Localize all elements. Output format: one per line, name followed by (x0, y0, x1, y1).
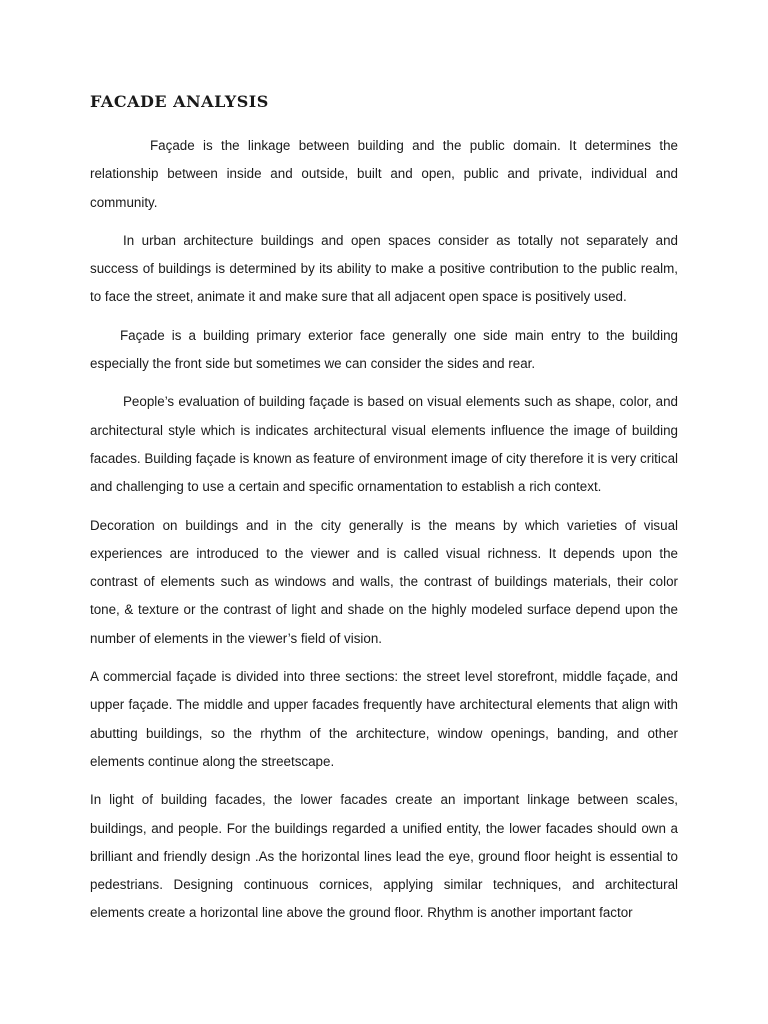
paragraph-facade-definition: Façade is the linkage between building and the public domain. It determines the relationship between inside and outside, built and open, public and private, individual and community. (90, 138, 678, 210)
paragraph-visual-evaluation: People’s evaluation of building façade is based on visual elements such as shape, color, and architectural style which is indicates architectural visual elements influence the image of building facades. Building façade is known as feature of environment image of city therefore it is very critical and challenging to use a certain and specific ornamentation to establish a rich context. (90, 394, 678, 495)
document-body (90, 132, 678, 938)
paragraph-primary-exterior: Façade is a building primary exterior face generally one side main entry to the building especially the front side but sometimes we can consider the sides and rear. (90, 327, 678, 372)
paragraph-urban-architecture: In urban architecture buildings and open spaces consider as totally not separately and success of buildings is determined by its ability to make a positive contribution to the public realm, to face the street, animate it and make sure that all adjacent open space is positively used. (90, 232, 678, 305)
document-title: FACADE ANALYSIS (90, 92, 269, 111)
paragraph-commercial-facade: A commercial façade is divided into three sections: the street level storefront, middle façade, and upper façade. The middle and upper facades frequently have architectural elements that align with abutting buildings, so the rhythm of the architecture, window openings, banding, and other elements continue along the streetscape. (90, 669, 678, 769)
paragraph-decoration: Decoration on buildings and in the city generally is the means by which varieties of visual experiences are introduced to the viewer and is called visual richness. It depends upon the contrast of elements such as windows and walls, the contrast of buildings materials, their color tone, & texture or the contrast of light and shade on the highly modeled surface depend upon the number of elements in the viewer’s field of vision. (90, 517, 678, 646)
paragraph-lower-facades: In light of building facades, the lower facades create an important linkage between scales, buildings, and people. For the buildings regarded a unified entity, the lower facades should own a brilliant and friendly design .As the horizontal lines lead the eye, ground floor height is essential to pedestrians. Designing continuous cornices, applying similar techniques, and architectural elements create a horizontal line above the ground floor. Rhythm is another important factor (90, 792, 678, 921)
